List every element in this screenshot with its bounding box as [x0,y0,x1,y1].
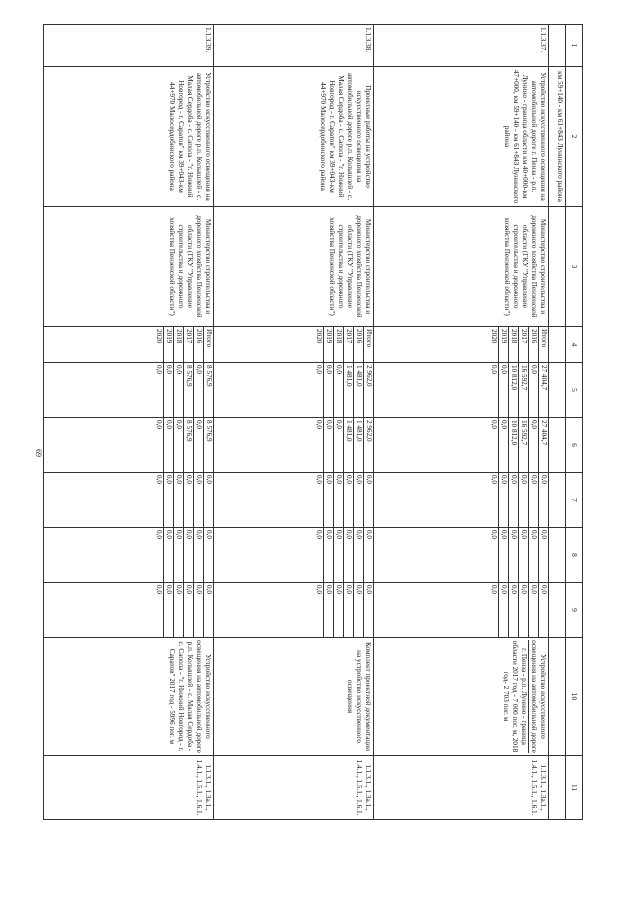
item-result-extra: г. Пенза - р.п. Лунино - граница области 2017 год - 7 000 пог. м, 2018 год- 2 703 пог. м [502,640,528,753]
item-col9-value: 0,0 [528,583,538,637]
item-col9-value: 0,0 [314,585,323,594]
item-years-value: 2018 [333,327,343,362]
item-col9-value: 0,0 [518,583,528,637]
item-col7 [373,473,548,528]
item-col6-value: 0,0 [155,420,164,429]
item-col7-value: 0,0 [203,473,213,527]
item-years-value: 2017 [518,327,528,362]
item-col8-value: 0,0 [333,528,343,582]
item-col6-value: 0,0 [333,418,343,472]
item-col7-value: 0,0 [193,473,203,527]
item-years-value: Итого [538,327,548,362]
item-col6-value: 0,0 [498,418,508,472]
item-col7 [44,473,214,528]
item-years-value: 2019 [323,327,333,362]
item-col8-value: 0,0 [528,528,538,582]
item-col5-value: 0,0 [528,363,538,417]
item-col7-value: 0,0 [363,473,373,527]
item-col6-value: 0,0 [314,420,323,429]
item-col9-value: 0,0 [183,583,193,637]
item-result-text: Устройство искусственного освещения на автомобильной дороге [530,640,547,753]
item-col7-value: 0,0 [508,473,518,527]
column-header-5: 5 [566,363,583,418]
item-years-value: 2019 [498,327,508,362]
item-col7 [214,473,373,528]
item-col5 [214,363,373,418]
item-col8-value: 0,0 [508,528,518,582]
item-col7-value: 0,0 [183,473,193,527]
item-col9-value: 0,0 [343,583,353,637]
item-col8 [373,528,548,583]
item-col9-value: 0,0 [498,583,508,637]
item-number: 1.1.3.37. [373,25,548,67]
item-executor: Министерство строительства и дорожного хозяйства Пензенской области (ГКУ "Управление строительства и дорожного хозяйства Пензенской области") [44,207,214,327]
item-col5-value: 0,0 [498,363,508,417]
item-col7-value: 0,0 [518,473,528,527]
item-col8-value: 0,0 [323,528,333,582]
item-links: 1.1.3.1., 1.3а.1., 1.4.1., 1.5.1., 1.6.1. [373,756,548,820]
item-col7-value: 0,0 [538,473,548,527]
item-col5-value: 1 481,0 [343,363,353,417]
item-col9-value: 0,0 [363,583,373,637]
item-executor: Министерство строительства и дорожного хозяйства Пензенской области (ГКУ "Управление строительства и дорожного хозяйства Пензенской области") [373,207,548,327]
item-col6-value: 27 404,7 [538,418,548,472]
item-col6-value: 0,0 [528,418,538,472]
item-col5-value: 0,0 [193,363,203,417]
item-col8 [44,528,214,583]
item-result [44,638,214,756]
item-number: 1.1.3.39. [44,25,214,67]
item-col7-value: 0,0 [498,473,508,527]
item-col7-value: 0,0 [323,473,333,527]
item-col7-value: 0,0 [173,473,183,527]
column-header-7: 7 [566,473,583,528]
program-table [43,24,583,820]
item-years-value: 2016 [353,327,363,362]
continuation-row [549,25,566,820]
column-header-3: 3 [566,207,583,327]
column-header-9: 9 [566,583,583,638]
item-col6-value: 1 481,0 [353,418,363,472]
item-col8-value: 0,0 [490,530,498,539]
item-col8-value: 0,0 [538,528,548,582]
item-col5-value: 27 404,7 [538,363,548,417]
table-row [214,25,373,820]
item-col5-value: 10 812,0 [508,363,518,417]
item-col5-value: 16 592,7 [518,363,528,417]
column-header-6: 6 [566,418,583,473]
item-years [373,327,548,363]
item-col6-value: 0,0 [490,420,498,429]
item-col8 [214,528,373,583]
item-links: 1.1.3.1., 1.3а.1., 1.4.1., 1.5.1., 1.6.1. [214,756,373,820]
column-header-2: 2 [566,67,583,207]
item-col7-value: 0,0 [353,473,363,527]
item-col8-value: 0,0 [193,528,203,582]
item-col5-value: 0,0 [490,365,498,374]
item-years-value: 2020 [155,329,164,344]
item-number: 1.1.3.38. [214,25,373,67]
item-col8-value: 0,0 [518,528,528,582]
item-col6-value: 0,0 [173,418,183,472]
item-col5 [373,363,548,418]
item-col5 [44,363,214,418]
item-col9-value: 0,0 [193,583,203,637]
item-col6-value: 8 576,9 [203,418,213,472]
item-col5-value: 0,0 [163,363,173,417]
column-header-10: 10 [566,638,583,756]
table-row [373,25,548,820]
item-col8-value: 0,0 [363,528,373,582]
item-col8-value: 0,0 [163,528,173,582]
item-years [44,327,214,363]
item-result [373,638,548,756]
item-col9 [373,583,548,638]
item-col7-value: 0,0 [163,473,173,527]
item-col9-value: 0,0 [203,583,213,637]
item-col5-value: 0,0 [333,363,343,417]
item-years-value: Итого [363,327,373,362]
item-col5-value: 0,0 [155,365,164,374]
item-col9-value: 0,0 [538,583,548,637]
item-years-value: 2019 [163,327,173,362]
item-col7-value: 0,0 [333,473,343,527]
item-col5-value: 0,0 [314,365,323,374]
item-col8-value: 0,0 [173,528,183,582]
item-col6 [44,418,214,473]
item-col8-value: 0,0 [314,530,323,539]
item-col5-value: 2 962,0 [363,363,373,417]
item-col7-value: 0,0 [155,475,164,484]
item-col6-value: 0,0 [163,418,173,472]
item-col9-value: 0,0 [353,583,363,637]
continuation-text: км 59+140 - км 61+843 Лунинского района [549,67,566,207]
item-col6 [214,418,373,473]
item-col5-value: 0,0 [173,363,183,417]
rotated-page [43,24,583,819]
item-col9 [214,583,373,638]
item-col9 [44,583,214,638]
item-years-value: 2016 [193,327,203,362]
item-result-text: Устройство искусственного освещения на автомобильной дороге р.п. Колышлей - с. Малая Сердоба - с. Сапола - "г. Нижний Новгород - г. Саратов" 2017 год - 5996 пог. м [168,640,213,753]
item-name: Устройство искусственного освещения на автомобильной дороге г. Пенза - р.п. Лунино - граница области км 40+000-км 47+000, км 59+140 - км 61+843 Лунинского района [373,67,548,207]
item-col8-value: 0,0 [155,530,164,539]
item-years-value: 2017 [343,327,353,362]
item-col7-value: 0,0 [314,475,323,484]
item-col5-value: 1 481,0 [353,363,363,417]
item-years-value: 2020 [314,329,323,344]
column-header-8: 8 [566,528,583,583]
item-col5-value: 8 576,9 [203,363,213,417]
item-col9-value: 0,0 [508,583,518,637]
item-col9-value: 0,0 [155,585,164,594]
item-col7-value: 0,0 [490,475,498,484]
item-years [214,327,373,363]
item-years-value: 2020 [490,329,498,344]
page-number: 69 [34,449,43,457]
item-name: Проектные работы на устройство искусственного освещения на автомобильной дороге р.п. Колышлей - с. Малая Сердоба - с. Сапола - "г. Нижний Новгород - г. Саратов" км 39+043-км 44+970 Малосердобинского района [214,67,373,207]
item-years-value: 2018 [508,327,518,362]
item-links: 1.1.3.1., 1.3а.1., 1.4.1., 1.5.1., 1.6.1. [44,756,214,820]
item-result [214,638,373,756]
item-years-value: 2018 [173,327,183,362]
column-header-1: 1 [566,25,583,67]
item-col9-value: 0,0 [163,583,173,637]
item-col7-value: 0,0 [528,473,538,527]
item-col6-value: 8 576,9 [183,418,193,472]
item-col9-value: 0,0 [333,583,343,637]
item-col5-value: 8 576,9 [183,363,193,417]
item-col6-value: 0,0 [193,418,203,472]
item-col8-value: 0,0 [343,528,353,582]
item-col9-value: 0,0 [323,583,333,637]
item-col6-value: 1 481,0 [343,418,353,472]
item-col8-value: 0,0 [498,528,508,582]
item-col9-value: 0,0 [490,585,498,594]
item-col9-value: 0,0 [173,583,183,637]
item-col6-value: 16 592,7 [518,418,528,472]
item-col8-value: 0,0 [353,528,363,582]
table-row [44,25,214,820]
column-header-11: 11 [566,756,583,820]
item-years-value: 2017 [183,327,193,362]
header-row [566,25,583,820]
item-col8-value: 0,0 [183,528,193,582]
item-col6-value: 2 962,0 [363,418,373,472]
item-col7-value: 0,0 [343,473,353,527]
item-col6-value: 0,0 [323,418,333,472]
item-years-value: Итого [203,327,213,362]
item-col8-value: 0,0 [203,528,213,582]
item-col6-value: 10 812,0 [508,418,518,472]
item-col5-value: 0,0 [323,363,333,417]
item-result-text: Комплект проектной документации на устройство искусственного освещения [345,641,372,751]
item-col6 [373,418,548,473]
item-executor: Министерство строительства и дорожного хозяйства Пензенской области (ГКУ "Управление строительства и дорожного хозяйства Пензенской области") [214,207,373,327]
item-years-value: 2016 [528,327,538,362]
item-name: Устройство искусственного освещения на автомобильной дороге р.п. Колышлей - с. Малая Сердоба - с. Сапола - "г. Нижний Новгород - г. Саратов" км 39+043-км 44+970 Малосердобинского района [44,67,214,207]
column-header-4: 4 [566,327,583,363]
